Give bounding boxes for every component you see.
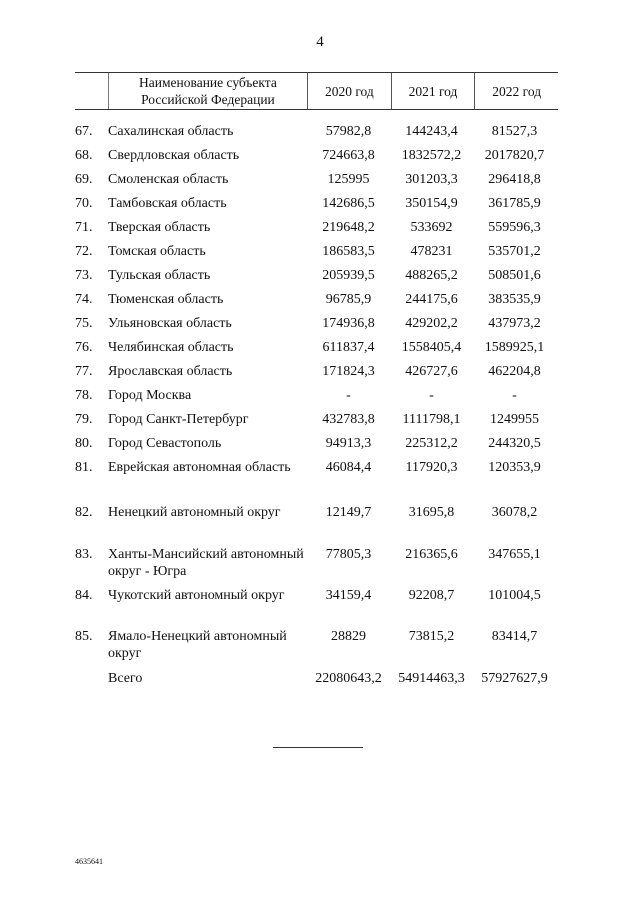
value-2020: 171824,3	[322, 364, 375, 379]
row-number: 82.	[75, 505, 93, 520]
value-2020: 77805,3	[325, 547, 372, 562]
table-row	[75, 411, 565, 435]
subject-name: Свердловская область	[108, 148, 240, 163]
value-2020: -	[346, 388, 351, 403]
value-2021: 31695,8	[408, 505, 455, 520]
value-2020: 205939,5	[322, 268, 375, 283]
subject-name: Тюменская область	[108, 292, 224, 307]
value-2022: 535701,2	[488, 244, 541, 259]
value-2020: 94913,3	[325, 436, 372, 451]
subject-name: Всего	[108, 671, 143, 686]
table-row	[75, 291, 565, 315]
value-2021: 478231	[410, 244, 453, 259]
value-2021: 54914463,3	[398, 671, 465, 686]
value-2021: 244175,6	[405, 292, 458, 307]
value-2020: 96785,9	[325, 292, 372, 307]
table-row	[75, 435, 565, 459]
value-2022: 437973,2	[488, 316, 541, 331]
row-number: 69.	[75, 172, 93, 187]
value-2021: -	[429, 388, 434, 403]
table-row	[75, 315, 565, 339]
value-2022: 508501,6	[488, 268, 541, 283]
table-header	[75, 72, 558, 110]
page-number: 4	[316, 34, 324, 50]
subject-name: Ханты-Мансийский автономный округ - Югра	[108, 547, 304, 579]
value-2021: 426727,6	[405, 364, 458, 379]
value-2021: 301203,3	[405, 172, 458, 187]
table-row	[75, 587, 565, 628]
table-row	[75, 504, 565, 546]
value-2021: 73815,2	[408, 629, 455, 644]
subject-name: Челябинская область	[108, 340, 234, 355]
value-2022: 2017820,7	[484, 148, 545, 163]
row-number: 80.	[75, 436, 93, 451]
row-number: 77.	[75, 364, 93, 379]
subject-name: Смоленская область	[108, 172, 229, 187]
value-2021: 1111798,1	[402, 412, 461, 427]
subject-name: Тамбовская область	[108, 196, 227, 211]
row-number: 70.	[75, 196, 93, 211]
table-body	[75, 123, 565, 694]
row-number	[75, 670, 108, 694]
row-number: 76.	[75, 340, 93, 355]
value-2020: 125995	[327, 172, 370, 187]
subject-name: Город Севастополь	[108, 436, 222, 451]
table-row	[75, 171, 565, 195]
value-2020: 12149,7	[325, 505, 372, 520]
value-2020: 46084,4	[325, 460, 372, 475]
value-2022: 83414,7	[491, 629, 538, 644]
value-2021: 1558405,4	[401, 340, 462, 355]
value-2022: 244320,5	[488, 436, 541, 451]
subject-name: Сахалинская область	[108, 124, 234, 139]
value-2021: 1832572,2	[401, 148, 462, 163]
value-2022: 361785,9	[488, 196, 541, 211]
subject-name: Ярославская область	[108, 364, 233, 379]
subject-name: Тверская область	[108, 220, 211, 235]
value-2020: 611837,4	[322, 340, 375, 355]
value-2020: 22080643,2	[315, 671, 382, 686]
header-year-2020: 2020 год	[308, 73, 392, 109]
value-2022: 559596,3	[488, 220, 541, 235]
table-row	[75, 123, 565, 147]
subject-name: Ульяновская область	[108, 316, 232, 331]
subject-name: Чукотский автономный округ	[108, 588, 285, 603]
value-2020: 28829	[331, 629, 366, 644]
row-number: 67.	[75, 124, 93, 139]
subject-name: Томская область	[108, 244, 206, 259]
subject-name: Город Санкт-Петербург	[108, 412, 249, 427]
row-number: 84.	[75, 588, 93, 603]
value-2020: 724663,8	[322, 148, 375, 163]
value-2022: 462204,8	[488, 364, 541, 379]
subject-name: Город Москва	[108, 388, 192, 403]
value-2022: 347655,1	[488, 547, 541, 562]
value-2021: 92208,7	[408, 588, 455, 603]
subject-name: Ямало-Ненецкий автономный округ	[108, 629, 287, 661]
value-2022: 120353,9	[488, 460, 541, 475]
table-row	[75, 339, 565, 363]
row-number: 74.	[75, 292, 93, 307]
value-2020: 174936,8	[322, 316, 375, 331]
header-number-column	[75, 73, 109, 109]
document-id: 4635641	[75, 857, 103, 866]
value-2022: -	[512, 388, 517, 403]
value-2021: 225312,2	[405, 436, 458, 451]
value-2020: 219648,2	[322, 220, 375, 235]
table-row	[75, 628, 565, 670]
value-2022: 296418,8	[488, 172, 541, 187]
end-divider	[273, 747, 363, 748]
subject-name: Тульская область	[108, 268, 211, 283]
value-2020: 142686,5	[322, 196, 375, 211]
value-2022: 1589925,1	[484, 340, 545, 355]
table-row	[75, 195, 565, 219]
value-2021: 429202,2	[405, 316, 458, 331]
table-row	[75, 387, 565, 411]
row-number: 72.	[75, 244, 93, 259]
value-2021: 144243,4	[405, 124, 458, 139]
row-number: 81.	[75, 460, 93, 475]
table-row	[75, 363, 565, 387]
row-number: 71.	[75, 220, 93, 235]
value-2021: 117920,3	[405, 460, 458, 475]
row-number: 78.	[75, 388, 93, 403]
value-2021: 350154,9	[405, 196, 458, 211]
value-2022: 101004,5	[488, 588, 541, 603]
value-2022: 383535,9	[488, 292, 541, 307]
table-row	[75, 147, 565, 171]
row-number: 83.	[75, 547, 93, 562]
table-row	[75, 546, 565, 587]
header-year-2022: 2022 год	[492, 83, 542, 99]
value-2021: 488265,2	[405, 268, 458, 283]
header-subject-name: Наименование субъекта Российской Федерации	[109, 73, 308, 109]
row-number: 68.	[75, 148, 93, 163]
subject-name: Ненецкий автономный округ	[108, 505, 281, 520]
table-row	[75, 459, 565, 504]
table-row	[75, 670, 565, 694]
header-year-2021: 2021 год	[392, 73, 476, 109]
value-2022: 57927627,9	[481, 671, 548, 686]
value-2021: 216365,6	[405, 547, 458, 562]
row-number: 73.	[75, 268, 93, 283]
value-2020: 432783,8	[322, 412, 375, 427]
table-row	[75, 219, 565, 243]
subject-name: Еврейская автономная область	[108, 460, 291, 475]
value-2020: 34159,4	[325, 588, 372, 603]
row-number: 75.	[75, 316, 93, 331]
value-2020: 57982,8	[325, 124, 372, 139]
value-2022: 36078,2	[491, 505, 538, 520]
value-2022: 1249955	[490, 412, 539, 427]
row-number: 79.	[75, 412, 93, 427]
table-row	[75, 243, 565, 267]
value-2021: 533692	[410, 220, 453, 235]
table-row	[75, 267, 565, 291]
value-2020: 186583,5	[322, 244, 375, 259]
row-number: 85.	[75, 629, 93, 644]
value-2022: 81527,3	[491, 124, 538, 139]
